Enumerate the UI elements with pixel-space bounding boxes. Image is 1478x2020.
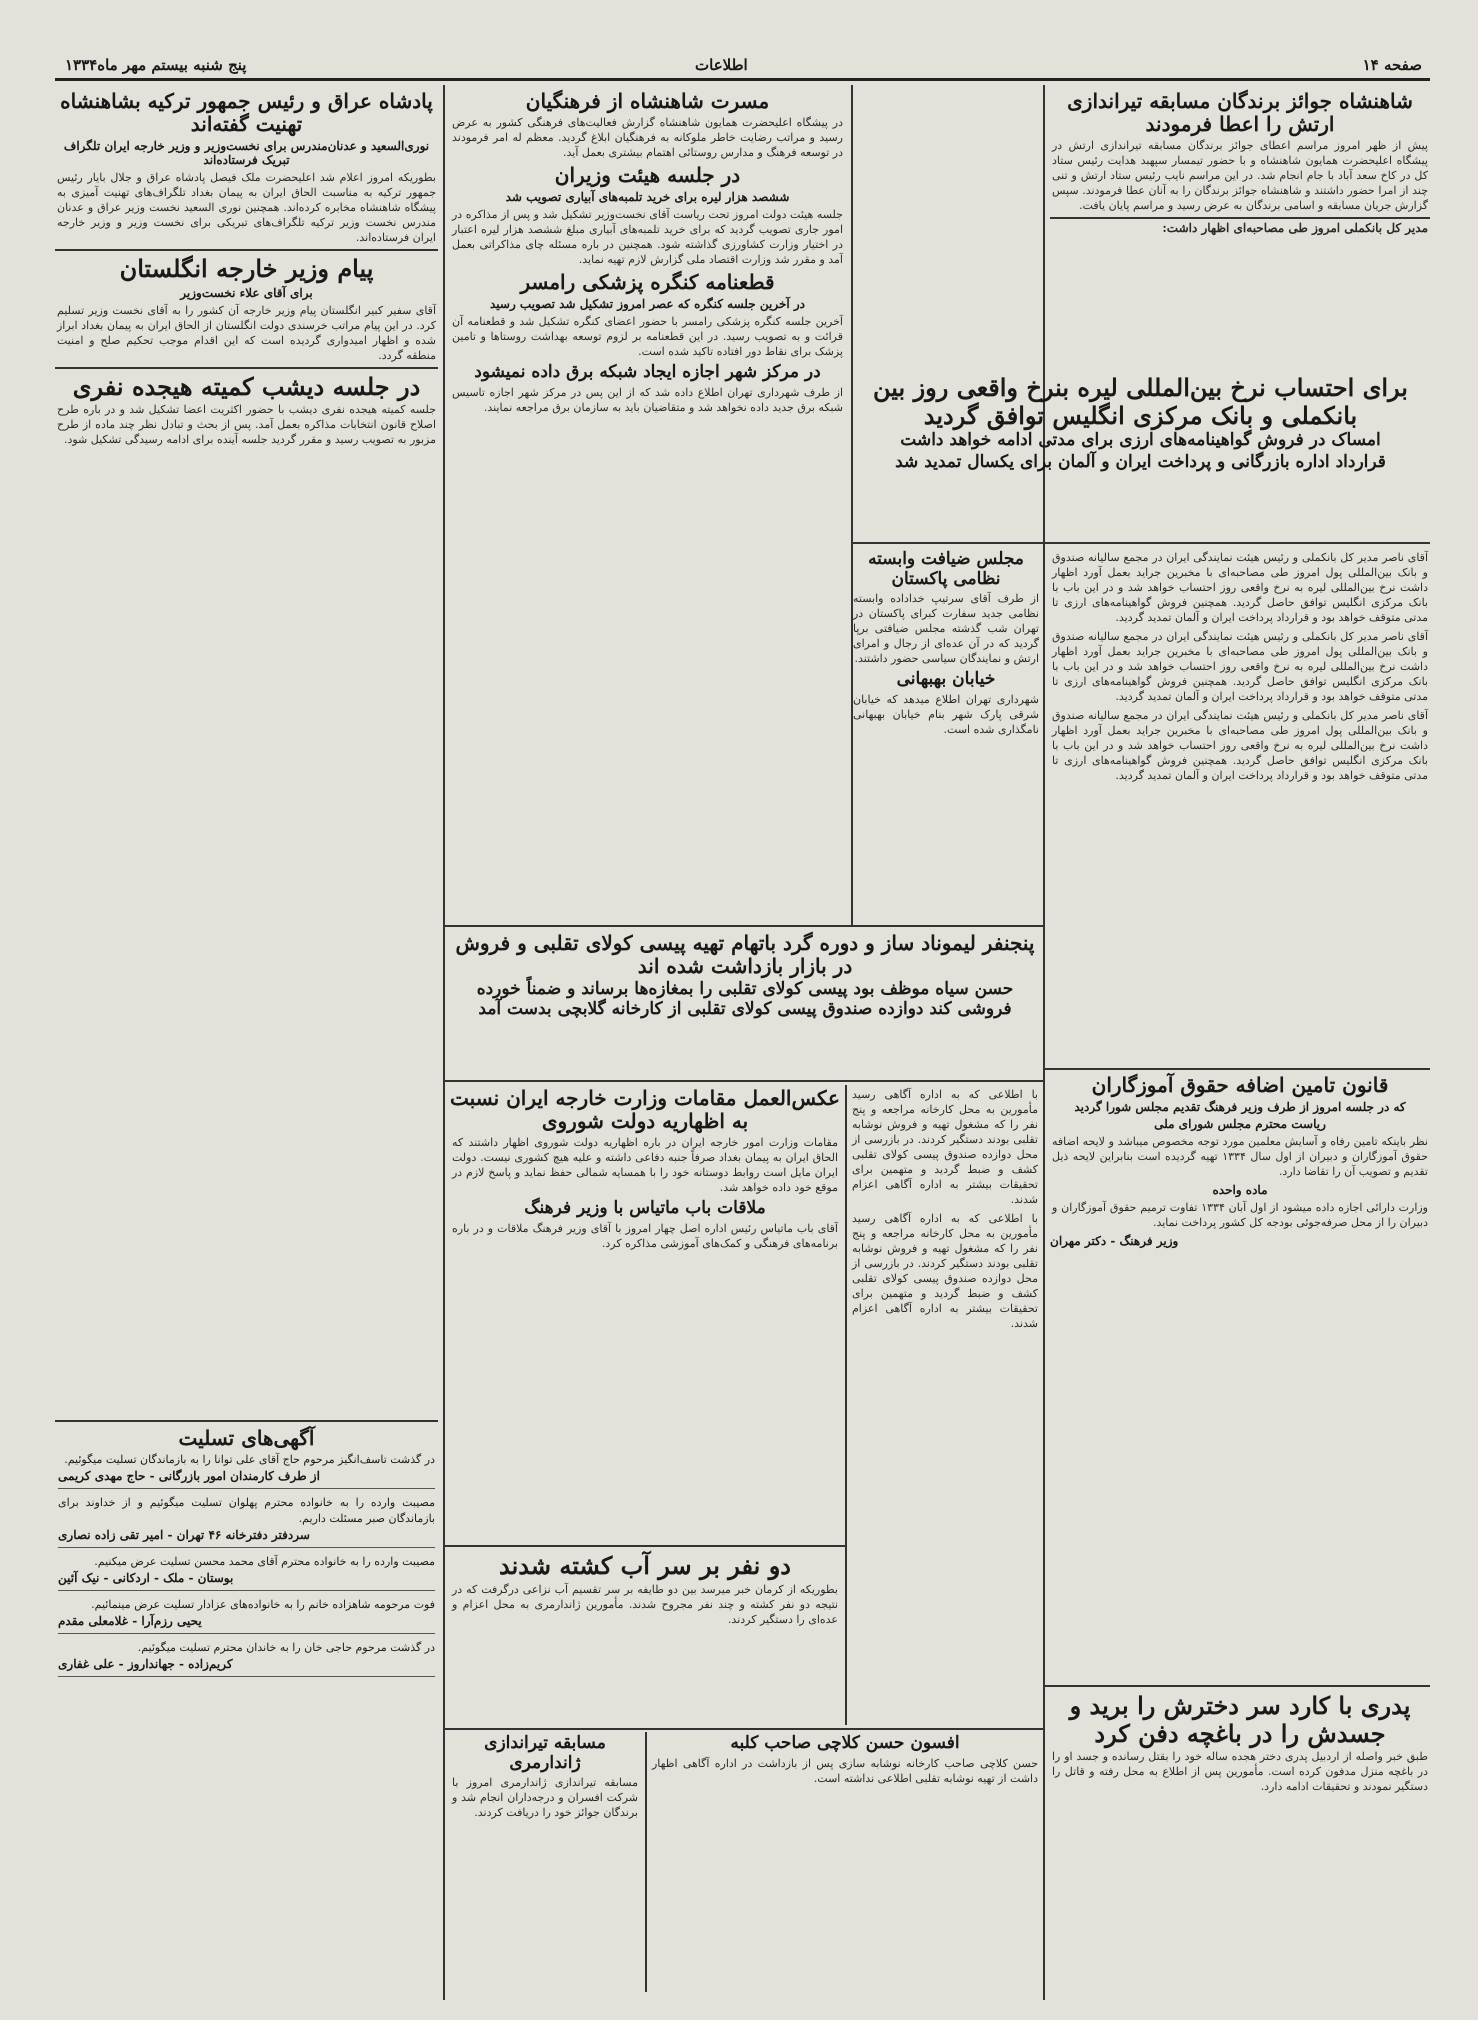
headline-gendarmerie: مسابقه تیراندازی ژاندارمری	[484, 1733, 606, 1773]
article-kalachi: حسن کلاچی صاحب کارخانه نوشابه سازی پس از بازداشت در اداره آگاهی اظهار داشت از تهیه نوشابه تقلبی اطلاعی نداشته است.	[652, 1756, 1038, 1785]
condolences-title: آگهی‌های تسلیت	[178, 1426, 315, 1450]
column-rule	[645, 1732, 647, 1992]
law-column	[1050, 1072, 1430, 1472]
column-left	[55, 88, 438, 1088]
condolences-column	[55, 1425, 438, 1995]
article-fake-pepsi-continued: با اطلاعی که به اداره آگاهی رسید مأمورین به محل کارخانه مراجعه و پنج نفر را که مشغول تهیه و فروش نوشابه تقلبی بودند دستگیر کردند. در بازرسی از محل دوازده صندوق پیسی کولای تقلبی کشف و ضبط گردید و متهمین برای تحقیقات بیشتر به اداره آگاهی اعزام شدند.	[852, 1212, 1038, 1330]
condolence-signature: از طرف کارمندان امور بازرگانی - حاج مهدی کریمی	[58, 1469, 320, 1483]
condolence-notice	[58, 1554, 435, 1591]
article-shooting-contest: پیش از ظهر امروز مراسم اعطای جوائز برندگان مسابقه تیراندازی ارتش در پیشگاه اعلیحضرت همایون شاهنشاه و با حضور تیمسار سپهبد هدایت رئیس ستاد کل در کاخ سعد آباد با جام انجام شد. در این مراسم نایب رئیس ستاد ارتش و تنی چند از امرا حضور داشتند و شاهنشاه جوائز برندگان را به آنان عطا فرمودند. سپس گزارش جریان مسابقه و اسامی برندگان به عرض رسید و مراسم پایان یافت.	[1052, 139, 1428, 212]
column-rule	[845, 1085, 847, 1725]
headline-cabinet: در جلسه هیئت وزیران	[554, 163, 741, 187]
section-rule	[443, 1545, 845, 1547]
condolence-signature: بوستان - ملک - اردکانی - نیک آئین	[58, 1571, 234, 1585]
majlis-column	[851, 548, 1041, 923]
article-committee: جلسه کمیته هیجده نفری دیشب با حضور اکثریت اعضا تشکیل شد و در باره طرح اصلاح قانون انتخابات مذاکره بعمل آمد. پس از بحث و تبادل نظر چند ماده از طرح مزبور به تصویب رسید و مقرر گردید جلسه آینده برای ادامه رسیدگی تشکیل شود.	[57, 403, 436, 447]
section-rule	[1050, 217, 1430, 219]
headline-father-crime: پدری با کارد سر دخترش را برید و جسدش را در باغچه دفن کرد	[1069, 1691, 1411, 1748]
article-iraq-turkey: بطوریکه امروز اعلام شد اعلیحضرت ملک فیصل پادشاه عراق و جلال بایار رئیس جمهور ترکیه به مناسبت الحاق ایران به پیمان بغداد تلگراف‌های تهنیت آمیزی به پیشگاه شاهنشاه مخابره کرده‌اند. همچنین نوری السعید نخست وزیر عراق و عدنان مندرس نخست وزیر ترکیه تلگراف‌های تبریکی برای نخست وزیر و وزیر خارجه ایران فرستاده‌اند.	[57, 171, 436, 244]
article-gendarmerie: مسابقه تیراندازی ژاندارمری امروز با شرکت افسران و درجه‌داران انجام شد و برندگان جوائز خود را دریافت کردند.	[452, 1776, 638, 1820]
headline-kalachi: افسون حسن کلاچی صاحب کلبه	[730, 1733, 960, 1753]
subheadline-cabinet: ششصد هزار لیره برای خرید تلمبه‌های آبیاری تصویب شد	[505, 190, 790, 204]
masthead	[55, 56, 1430, 81]
subheadline-iraq-turkey: نوری‌السعید و عدنان‌مندرس برای نخست‌وزیر و وزیر خارجه ایران تلگراف تبریک فرستاده‌اند	[63, 139, 430, 167]
headline-shooting-contest: شاهنشاه جوائز برندگان مسابقه تیراندازی ارتش را اعطا فرمودند	[1067, 89, 1413, 136]
subheadline-uk-message: برای آقای علاء نخست‌وزیر	[180, 285, 313, 300]
law-addressee: ریاست محترم مجلس شورای ملی	[1154, 1117, 1326, 1131]
section-rule	[1043, 1068, 1430, 1070]
headline-medical-congress: قطعنامه کنگره پزشکی رامسر	[520, 270, 775, 294]
headline-water-fight: دو نفر بر سر آب کشته شدند	[499, 1551, 791, 1580]
law-signature: وزیر فرهنگ - دکتر مهران	[1050, 1234, 1179, 1248]
interview-headline-block	[851, 372, 1430, 542]
issue-date: پنج شنبه بیستم مهر ماه۱۳۳۴	[65, 56, 247, 74]
article-law: نظر باینکه تامین رفاه و آسایش معلمین مورد توجه مخصوص میباشد و لایحه اضافه حقوق آموزگاران و دبیران از اول سال ۱۳۳۴ تهیه گردیده است بنابراین لایحه ذیل تقدیم و تصویب آن را تقاضا دارد.	[1052, 1135, 1429, 1178]
headline-uk-message: پیام وزیر خارجه انگلستان	[55, 249, 438, 283]
condolence-text: فوت مرحومه شاهزاده خانم را به خانواده‌های عزادار تسلیت عرض مینمائیم.	[91, 1598, 435, 1611]
headline-mathias-meeting: ملاقات باب ماتیاس با وزیر فرهنگ	[524, 1198, 766, 1218]
subheadline-germany-contract: قرارداد اداره بازرگانی و پرداخت ایران و آلمان برای یکسال تمدید شد	[895, 451, 1386, 472]
interview-intro: مدیر کل بانکملی امروز طی مصاحبه‌ای اظهار داشت:	[1162, 221, 1428, 235]
headline-behbahani-street: خیابان بهبهانی	[896, 669, 996, 690]
bottom-right-story	[1050, 1690, 1430, 1995]
condolence-notice	[58, 1640, 435, 1677]
headline-pakistan-party: مجلس ضیافت وابسته نظامی پاکستان	[868, 549, 1024, 589]
gendarmerie-column	[450, 1732, 640, 1992]
headline-iraq-turkey: پادشاه عراق و رئیس جمهور ترکیه بشاهنشاه تهنیت گفته‌اند	[60, 89, 433, 136]
headline-pound-rate: برای احتساب نرخ بین‌المللی لیره بنرخ واقعی روز بین بانکملی و بانک مرکزی انگلیس توافق گردید	[873, 373, 1408, 430]
condolence-text: در گذشت مرحوم حاجی خان را به خاندان محترم تسلیت میگوئیم.	[137, 1641, 435, 1654]
article-pound-rate: آقای ناصر مدیر کل بانکملی و رئیس هیئت نمایندگی ایران در مجمع سالیانه صندوق و بانک بین‌المللی پول امروز طی مصاحبه‌ای با مخبرین جراید بعمل آورد اظهار داشت نرخ بین‌المللی لیره به نرخ واقعی روز احتساب خواهد شد و در این باب با بانک مرکزی انگلیس توافق حاصل گردید. همچنین فروش گواهینامه‌های ارزی تا مدتی متوقف خواهد بود و قرارداد پرداخت ایران و آلمان تمدید گردید.	[1052, 551, 1428, 624]
section-rule	[1043, 1685, 1430, 1687]
article-water-fight: بطوریکه از کرمان خبر میرسد بین دو طایفه بر سر تقسیم آب نزاعی درگرفت که در نتیجه دو نفر کشته و چند نفر مجروح شدند. مأمورین ژاندارمری به محل اعزام و عده‌ای را دستگیر کردند.	[452, 1582, 838, 1626]
column-rule	[443, 85, 445, 2000]
section-rule	[443, 1728, 1043, 1730]
article-mathias-meeting: آقای باب ماتیاس رئیس اداره اصل چهار امروز با آقای وزیر فرهنگ ملاقات و در باره برنامه‌های فرهنگی و کمک‌های آموزشی مذاکره کرد.	[452, 1221, 838, 1250]
condolence-notice	[58, 1597, 435, 1634]
law-article-title: ماده واحده	[1212, 1183, 1268, 1197]
page-number: صفحه ۱۴	[1362, 56, 1422, 74]
kalachi-column	[650, 1732, 1040, 1992]
section-rule	[851, 542, 1430, 544]
article-power-grid: از طرف شهرداری تهران اطلاع داده شد که از این پس در مرکز شهر اجازه تاسیس شبکه برق جدید داده نخواهد شد و متقاضیان باید به سازمان برق مراجعه نمایند.	[452, 385, 843, 414]
article-cabinet: جلسه هیئت دولت امروز تحت ریاست آقای نخست‌وزیر تشکیل شد و پس از مذاکره در امور جاری تصویب گردید که برای خرید تلمبه‌های آبیاری مبلغ ششصد هزار لیره اعتبار در اختیار وزارت کشاورزی گذاشته شود. همچنین در باره مسئله چای مذاکراتی بعمل آمد و مقرر شد وزارت اقتصاد ملی گزارش لازم تهیه نماید.	[452, 208, 843, 266]
subheadline-law: که در جلسه امروز از طرف وزیر فرهنگ تقدیم مجلس شورا گردید	[1074, 1100, 1406, 1114]
article-foreign-ministry: مقامات وزارت امور خارجه ایران در باره اظهاریه دولت شوروی اظهار داشتند که الحاق ایران به پیمان بغداد صرفاً جنبه دفاعی داشته و علیه هیچ کشوری نیست. دولت ایران مایل است روابط دوستانه خود را با همسایه شمالی حفظ نماید و پاسخ لازم در موقع خود داده خواهد شد.	[452, 1136, 838, 1194]
condolence-notice	[58, 1495, 435, 1548]
pepsi-body-column	[850, 1085, 1040, 1725]
headline-foreign-ministry: عکس‌العمل مقامات وزارت خارجه ایران نسبت به اظهاریه دولت شوروی	[450, 1086, 840, 1133]
article-pound-rate-continued: آقای ناصر مدیر کل بانکملی و رئیس هیئت نمایندگی ایران در مجمع سالیانه صندوق و بانک بین‌المللی پول امروز طی مصاحبه‌ای با مخبرین جراید بعمل آورد اظهار داشت نرخ بین‌المللی لیره به نرخ واقعی روز احتساب خواهد شد و در این باب با بانک مرکزی انگلیس توافق حاصل گردید. همچنین فروش گواهینامه‌های ارزی تا مدتی متوقف خواهد بود و قرارداد پرداخت ایران و آلمان تمدید گردید.	[1052, 630, 1428, 703]
law-article-text: وزارت دارائی اجازه داده میشود از اول آبان ۱۳۳۴ تفاوت ترمیم حقوق آموزگاران و دبیران را از محل صرفه‌جوئی بودجه کل کشور پرداخت نماید.	[1052, 1201, 1428, 1229]
subheadline-medical-congress: در آخرین جلسه کنگره که عصر امروز تشکیل شد تصویب رسید	[489, 297, 806, 311]
headline-culture: مسرت شاهنشاه از فرهنگیان	[525, 89, 770, 113]
article-culture: در پیشگاه اعلیحضرت همایون شاهنشاه گزارش فعالیت‌های فرهنگی کشور به عرض رسید و مراتب رضایت خاطر ملوکانه به فرهنگیان ابلاغ گردید. معظم له امر فرمودند در توسعه فرهنگ و مدارس روستائی اهتمام بیشتری بعمل آید.	[452, 116, 843, 159]
headline-power-grid: در مرکز شهر اجازه ایجاد شبکه برق داده نمیشود	[474, 362, 821, 382]
article-behbahani-street: شهرداری تهران اطلاع میدهد که خیابان شرقی پارک شهر بنام خیابان بهبهانی نامگذاری شده است.	[853, 692, 1039, 736]
condolence-signature: سردفتر دفترخانه ۴۶ تهران - امیر تقی زاده نصاری	[58, 1528, 310, 1542]
condolence-text: مصیبت وارده را به خانواده محترم آقای محمد محسن تسلیت عرض میکنیم.	[94, 1555, 435, 1568]
headline-committee: در جلسه دیشب کمیته هیجده نفری	[55, 367, 438, 401]
paper-name: اطلاعات	[695, 56, 748, 74]
condolence-signature: یحیی رزم‌آرا - غلامعلی مقدم	[58, 1614, 202, 1628]
section-rule	[443, 925, 1043, 927]
condolence-text: در گذشت تاسف‌انگیز مرحوم حاج آقای علی توانا را به بازماندگان تسلیت میگوئیم.	[64, 1453, 435, 1466]
pepsi-headline-block	[450, 930, 1040, 1070]
article-fake-pepsi: با اطلاعی که به اداره آگاهی رسید مأمورین به محل کارخانه مراجعه و پنج نفر را که مشغول تهیه و فروش نوشابه تقلبی بودند دستگیر کردند. در بازرسی از محل دوازده صندوق پیسی کولای تقلبی کشف و ضبط گردید و متهمین برای تحقیقات بیشتر به اداره آگاهی اعزام شدند.	[852, 1088, 1038, 1206]
subheadline-currency: امساک در فروش گواهینامه‌های ارزی برای مدتی ادامه خواهد داشت	[900, 430, 1381, 451]
subheadline-fake-pepsi: حسن سیاه موظف بود پیسی کولای تقلبی را بمغازه‌ها برساند و ضمناً خورده فروشی کند دوازده صندوق پیسی کولای تقلبی از کارخانه گلابچی بدست آمد	[476, 979, 1014, 1019]
headline-teachers-salary-law: قانون تامین اضافه حقوق آموزگاران	[1091, 1073, 1389, 1097]
section-rule	[55, 1420, 438, 1422]
water-fight-column	[450, 1550, 840, 1725]
condolence-signature: کریم‌زاده - جهانداروز - علی غفاری	[58, 1657, 233, 1671]
article-uk-message: آقای سفیر کبیر انگلستان پیام وزیر خارجه آن کشور را به آقای نخست وزیر تسلیم کرد. در این پیام مراتب خرسندی دولت انگلستان از الحاق ایران به پیمان بغداد ابراز شده و اظهار امیدواری گردیده است که این اقدام موجب تحکیم صلح و امنیت منطقه گردد.	[57, 303, 436, 362]
interview-body-column	[1050, 548, 1430, 1048]
condolence-notice	[58, 1452, 435, 1489]
condolence-text: مصیبت وارده را به خانواده محترم پهلوان تسلیت میگوئیم و از خداوند برای بازماندگان صبر مسئلت داریم.	[58, 1496, 435, 1525]
foreign-ministry-column	[450, 1085, 840, 1430]
article-medical-congress: آخرین جلسه کنگره پزشکی رامسر با حضور اعضای کنگره تشکیل شد و قطعنامه آن قرائت و به تصویب رسید. در این قطعنامه بر لزوم توسعه بهداشت روستاها و تامین پزشک برای نقاط دور افتاده تاکید شده است.	[452, 315, 843, 358]
headline-fake-pepsi: پنجنفر لیموناد ساز و دوره گرد باتهام تهیه پیسی کولای تقلبی و فروش در بازار بازداشت شده اند	[455, 931, 1035, 978]
section-rule	[443, 1080, 1043, 1082]
article-father-crime: طبق خبر واصله از اردبیل پدری دختر هجده ساله خود را بقتل رسانده و جسد او را در باغچه منزل مدفون کرده است. مأمورین پس از اطلاع به محل رفته و قاتل را دستگیر نمودند و تحقیقات ادامه دارد.	[1052, 1750, 1428, 1794]
article-pound-rate-continued-2: آقای ناصر مدیر کل بانکملی و رئیس هیئت نمایندگی ایران در مجمع سالیانه صندوق و بانک بین‌المللی پول امروز طی مصاحبه‌ای با مخبرین جراید بعمل آورد اظهار داشت نرخ بین‌المللی لیره به نرخ واقعی روز احتساب خواهد شد و در این باب با بانک مرکزی انگلیس توافق حاصل گردید. همچنین فروش گواهینامه‌های ارزی تا مدتی متوقف خواهد بود و قرارداد پرداخت ایران و آلمان تمدید گردید.	[1052, 709, 1428, 782]
column-center	[450, 88, 845, 918]
article-pakistan-party: از طرف آقای سرتیپ خداداده وابسته نظامی جدید سفارت کبرای پاکستان در تهران شب گذشته مجلس ضیافتی برپا گردید که در آن عده‌ای از رجال و امرای ارتش و نمایندگان سیاسی حضور داشتند.	[853, 592, 1039, 666]
